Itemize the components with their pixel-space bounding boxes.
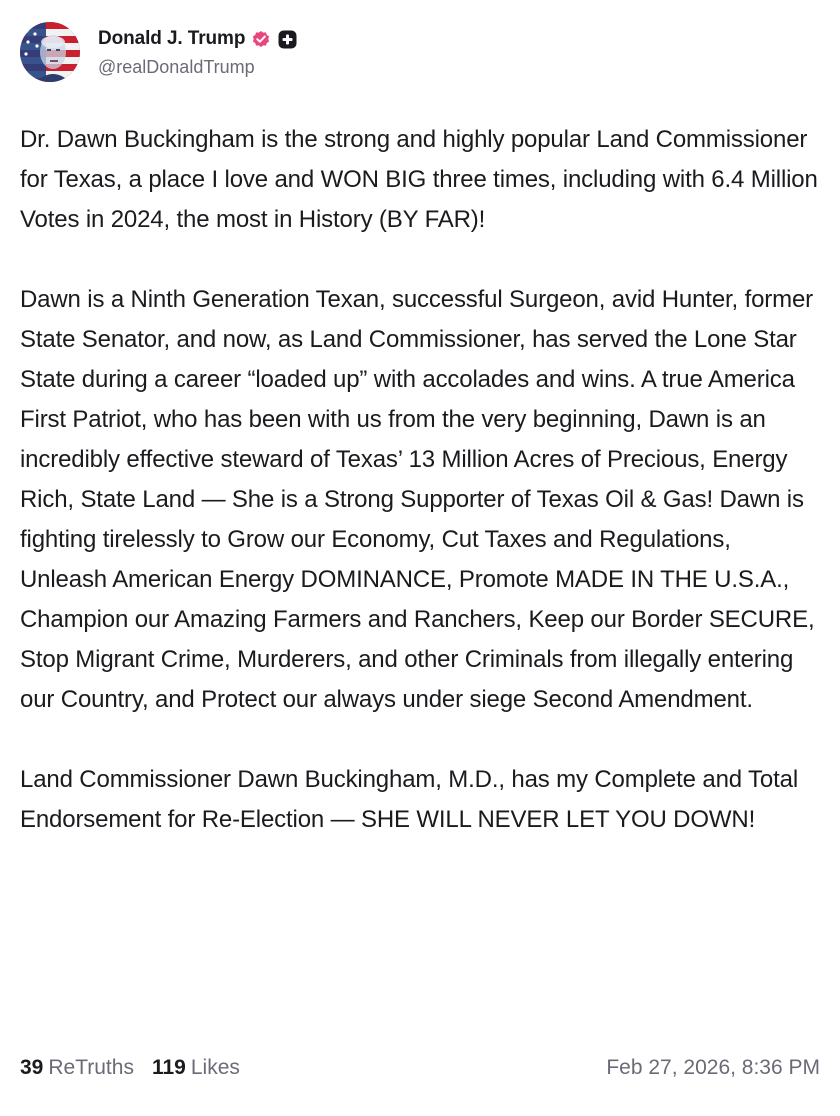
post-header <box>20 22 297 82</box>
likes-stat[interactable] <box>152 1056 240 1080</box>
flag-portrait-avatar-icon <box>20 22 80 82</box>
verified-badge-icon <box>251 29 271 49</box>
author-handle[interactable]: @realDonaldTrump <box>98 57 255 77</box>
post-paragraph: Dr. Dawn Buckingham is the strong and highly popular Land Commissioner for Texas, a place I love and WON BIG three times, including with 6.4 Million Votes in 2024, the most in History (BY FAR)! <box>20 126 818 233</box>
retruths-label: ReTruths <box>48 1056 134 1079</box>
retruths-stat[interactable] <box>20 1056 134 1080</box>
post-footer <box>20 1052 820 1084</box>
display-name[interactable]: Donald J. Trump <box>98 28 246 49</box>
post-paragraph: Dawn is a Ninth Generation Texan, successful Surgeon, avid Hunter, former State Senator, and now, as Land Commissioner, has served the Lone Star State during a career “loaded up” with accolades and wins. A true America First Patriot, who has been with us from the very beginning, Dawn is an incredibly effective steward of Texas’ 13 Million Acres of Precious, Energy Rich, State Land — She is a Strong Supporter of Texas Oil & Gas! Dawn is fighting tirelessly to Grow our Economy, Cut Taxes and Regulations, Unleash American Energy DOMINANCE, Promote MADE IN THE U.S.A., Champion our Amazing Farmers and Ranchers, Keep our Border SECURE, Stop Migrant Crime, Murderers, and other Criminals from illegally entering our Country, and Protect our always under siege Second Amendment. <box>20 286 815 713</box>
post-body <box>20 120 820 840</box>
likes-count: 119 <box>151 1056 186 1079</box>
post-paragraph: Land Commissioner Dawn Buckingham, M.D., has my Complete and Total Endorsement for Re-Election — SHE WILL NEVER LET YOU DOWN! <box>20 766 798 833</box>
avatar[interactable] <box>20 22 80 82</box>
name-row <box>98 26 297 52</box>
plus-square-badge-icon <box>278 30 297 49</box>
post-timestamp[interactable]: Feb 27, 2026, 8:36 PM <box>606 1056 820 1079</box>
likes-label: Likes <box>190 1056 240 1079</box>
author-names <box>98 26 297 78</box>
retruths-count: 39 <box>20 1056 44 1079</box>
